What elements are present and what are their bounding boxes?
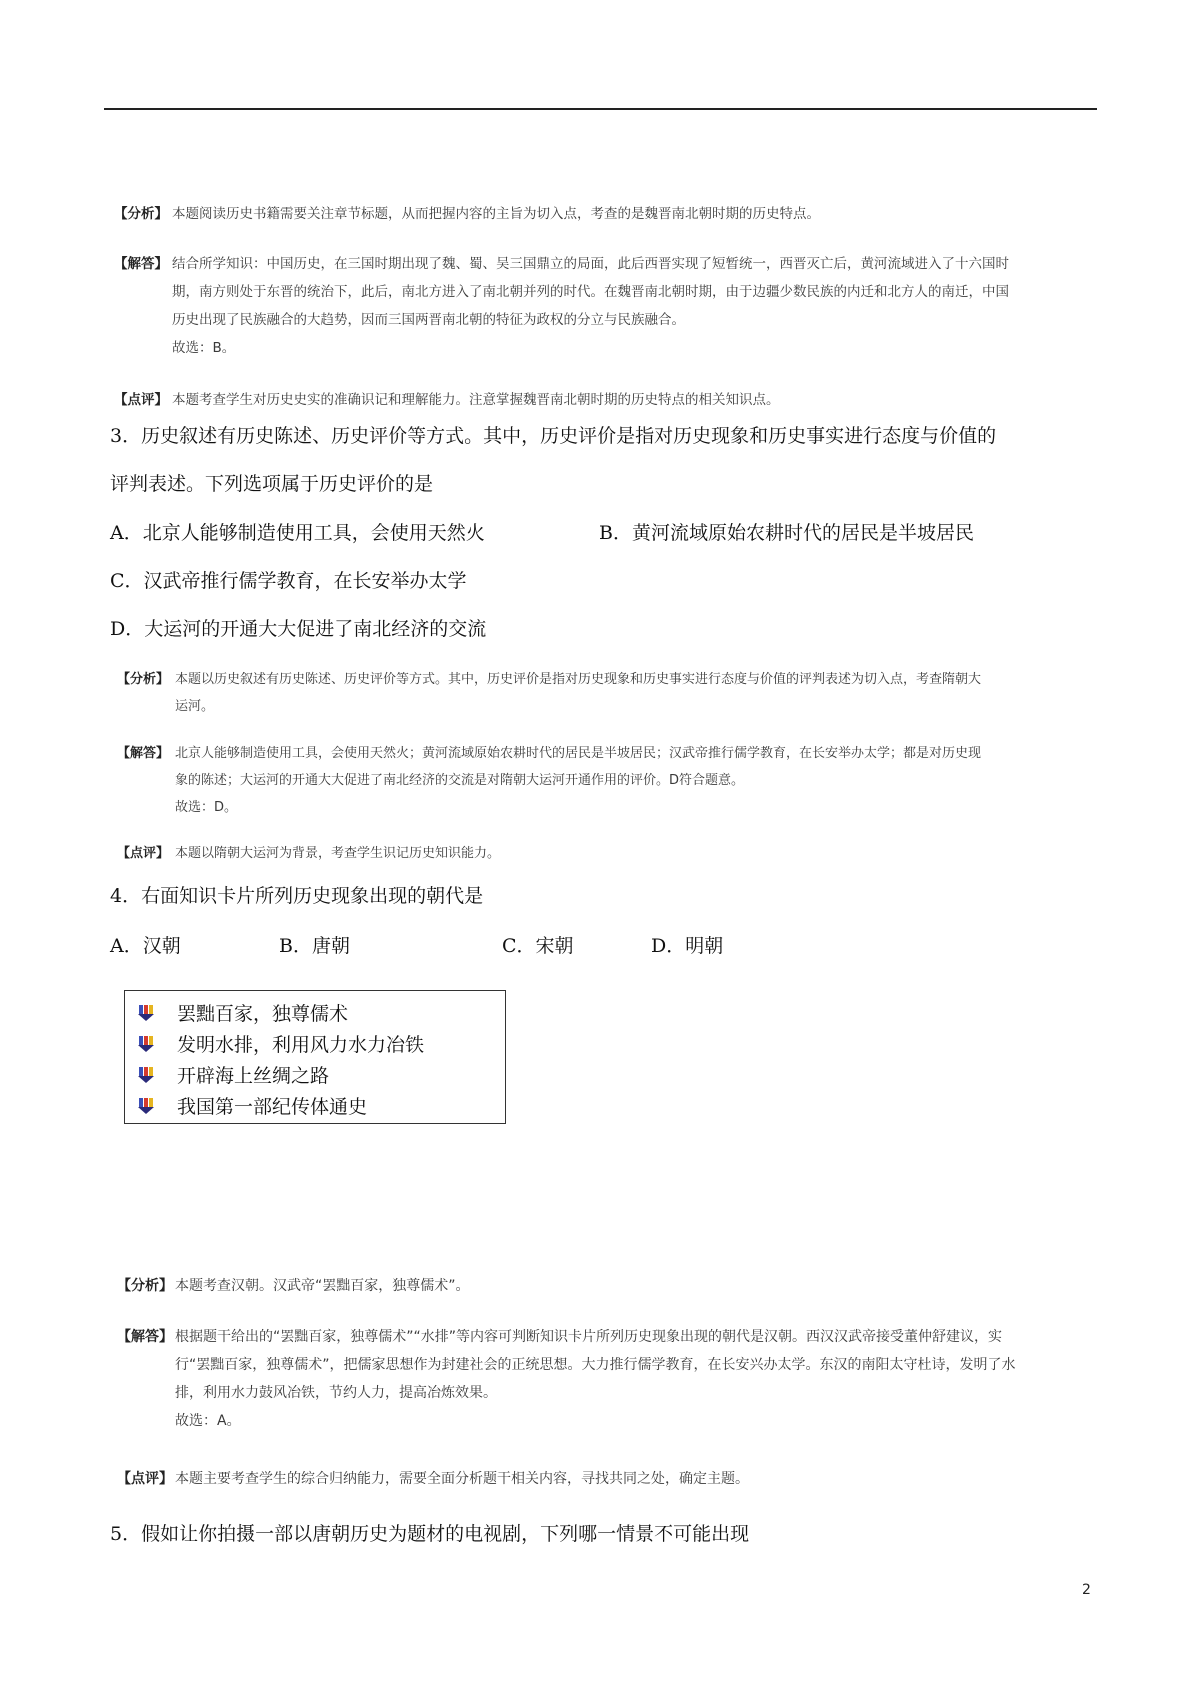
comment-2 — [117, 840, 1117, 867]
comment-3 — [117, 1465, 1182, 1493]
answer-line: 根据题干给出的“罢黜百家，独尊儒术”“水排”等内容可判断知识卡片所列历史现象出现的朝代是汉朝。西汉汉武帝接受董仲舒建议，实 — [175, 1329, 1003, 1345]
answer-choice: 故选：A。 — [175, 1413, 241, 1429]
question-5-stem: 5．假如让你拍摄一部以唐朝历史为题材的电视剧，下列哪一情景不可能出现 — [110, 1523, 750, 1545]
analysis-3 — [117, 1272, 1182, 1300]
card-item — [137, 997, 505, 1028]
comment-text: 本题以隋朝大运河为背景，考查学生识记历史知识能力。 — [175, 846, 501, 861]
question-4-stem: 4．右面知识卡片所列历史现象出现的朝代是 — [110, 885, 484, 907]
analysis-text — [175, 666, 1117, 720]
card-item — [137, 1028, 505, 1059]
q4-option-a: A．汉朝 — [110, 935, 181, 957]
answer-tag: 【解答】 — [117, 746, 170, 761]
card-item — [137, 1090, 505, 1121]
answer-1 — [114, 250, 1174, 362]
q4-option-c: C．宋朝 — [502, 935, 574, 957]
q4-option-d: D．明朝 — [651, 935, 724, 957]
q3-option-a: A．北京人能够制造使用工具，会使用天然火 — [110, 522, 485, 544]
q3-option-b: B．黄河流域原始农耕时代的居民是半坡居民 — [599, 522, 974, 544]
answer-choice: 故选：D。 — [175, 800, 238, 815]
comment-tag: 【点评】 — [114, 392, 168, 408]
card-item-text: 开辟海上丝绸之路 — [177, 1065, 330, 1087]
q3-option-c: C．汉武帝推行儒学教育，在长安举办太学 — [110, 570, 467, 592]
analysis-line: 本题以历史叙述有历史陈述、历史评价等方式。其中，历史评价是指对历史现象和历史事实进行态度与价值的评判表述为切入点，考查隋朝大 — [175, 672, 982, 687]
answer-line: 期，南方则处于东晋的统治下，此后，南北方进入了南北朝并列的时代。在魏晋南北朝时期，由于边疆少数民族的内迁和北方人的南迁，中国 — [172, 284, 1009, 300]
question-3-line-2: 评判表述。下列选项属于历史评价的是 — [110, 473, 434, 495]
answer-2 — [117, 740, 1117, 821]
card-item-text: 发明水排，利用风力水力冶铁 — [177, 1034, 425, 1056]
comment-1 — [114, 386, 1174, 414]
analysis-tag: 【分析】 — [117, 672, 170, 687]
q3-option-d: D．大运河的开通大大促进了南北经济的交流 — [110, 618, 487, 640]
analysis-text: 本题阅读历史书籍需要关注章节标题，从而把握内容的主旨为切入点，考查的是魏晋南北朝时期的历史特点。 — [172, 206, 820, 222]
analysis-text: 本题考查汉朝。汉武帝“罢黜百家，独尊儒术”。 — [175, 1278, 470, 1294]
answer-tag: 【解答】 — [117, 1329, 173, 1345]
answer-text — [175, 1323, 1182, 1435]
comment-text: 本题主要考查学生的综合归纳能力，需要全面分析题干相关内容，寻找共同之处，确定主题。 — [175, 1471, 749, 1487]
answer-tag: 【解答】 — [114, 256, 168, 272]
answer-choice: 故选：B。 — [172, 340, 236, 356]
answer-line: 排，利用水力鼓风冶铁，节约人力，提高冶炼效果。 — [175, 1385, 497, 1401]
answer-text — [175, 740, 1117, 821]
comment-tag: 【点评】 — [117, 846, 170, 861]
question-3-line-1: 3．历史叙述有历史陈述、历史评价等方式。其中，历史评价是指对历史现象和历史事实进行态度与价值的 — [110, 425, 997, 447]
card-item-text: 我国第一部纪传体通史 — [177, 1096, 368, 1118]
book-bullet-icon — [137, 1035, 155, 1053]
comment-tag: 【点评】 — [117, 1471, 173, 1487]
analysis-2 — [117, 666, 1117, 720]
analysis-tag: 【分析】 — [114, 206, 168, 222]
answer-line: 象的陈述；大运河的开通大大促进了南北经济的交流是对隋朝大运河开通作用的评价。D符合题意。 — [175, 773, 745, 788]
analysis-1 — [114, 200, 1174, 228]
knowledge-card — [124, 990, 506, 1124]
answer-line: 北京人能够制造使用工具，会使用天然火；黄河流域原始农耕时代的居民是半坡居民；汉武帝推行儒学教育，在长安举办太学；都是对历史现 — [175, 746, 982, 761]
analysis-line: 运河。 — [175, 699, 215, 714]
answer-text — [172, 250, 1174, 362]
q4-option-b: B．唐朝 — [279, 935, 350, 957]
book-bullet-icon — [137, 1004, 155, 1022]
page-number: 2 — [1082, 1582, 1091, 1598]
answer-line: 行“罢黜百家，独尊儒术”，把儒家思想作为封建社会的正统思想。大力推行儒学教育，在长安兴办太学。东汉的南阳太守杜诗，发明了水 — [175, 1357, 1016, 1373]
answer-line: 结合所学知识：中国历史，在三国时期出现了魏、蜀、吴三国鼎立的局面，此后西晋实现了短暂统一，西晋灭亡后，黄河流域进入了十六国时 — [172, 256, 1009, 272]
card-item — [137, 1059, 505, 1090]
answer-line: 历史出现了民族融合的大趋势，因而三国两晋南北朝的特征为政权的分立与民族融合。 — [172, 312, 685, 328]
book-bullet-icon — [137, 1097, 155, 1115]
comment-text: 本题考查学生对历史史实的准确识记和理解能力。注意掌握魏晋南北朝时期的历史特点的相关知识点。 — [172, 392, 780, 408]
card-item-text: 罢黜百家，独尊儒术 — [177, 1003, 349, 1025]
header-rule — [104, 108, 1097, 110]
analysis-tag: 【分析】 — [117, 1278, 173, 1294]
answer-3 — [117, 1323, 1182, 1435]
book-bullet-icon — [137, 1066, 155, 1084]
